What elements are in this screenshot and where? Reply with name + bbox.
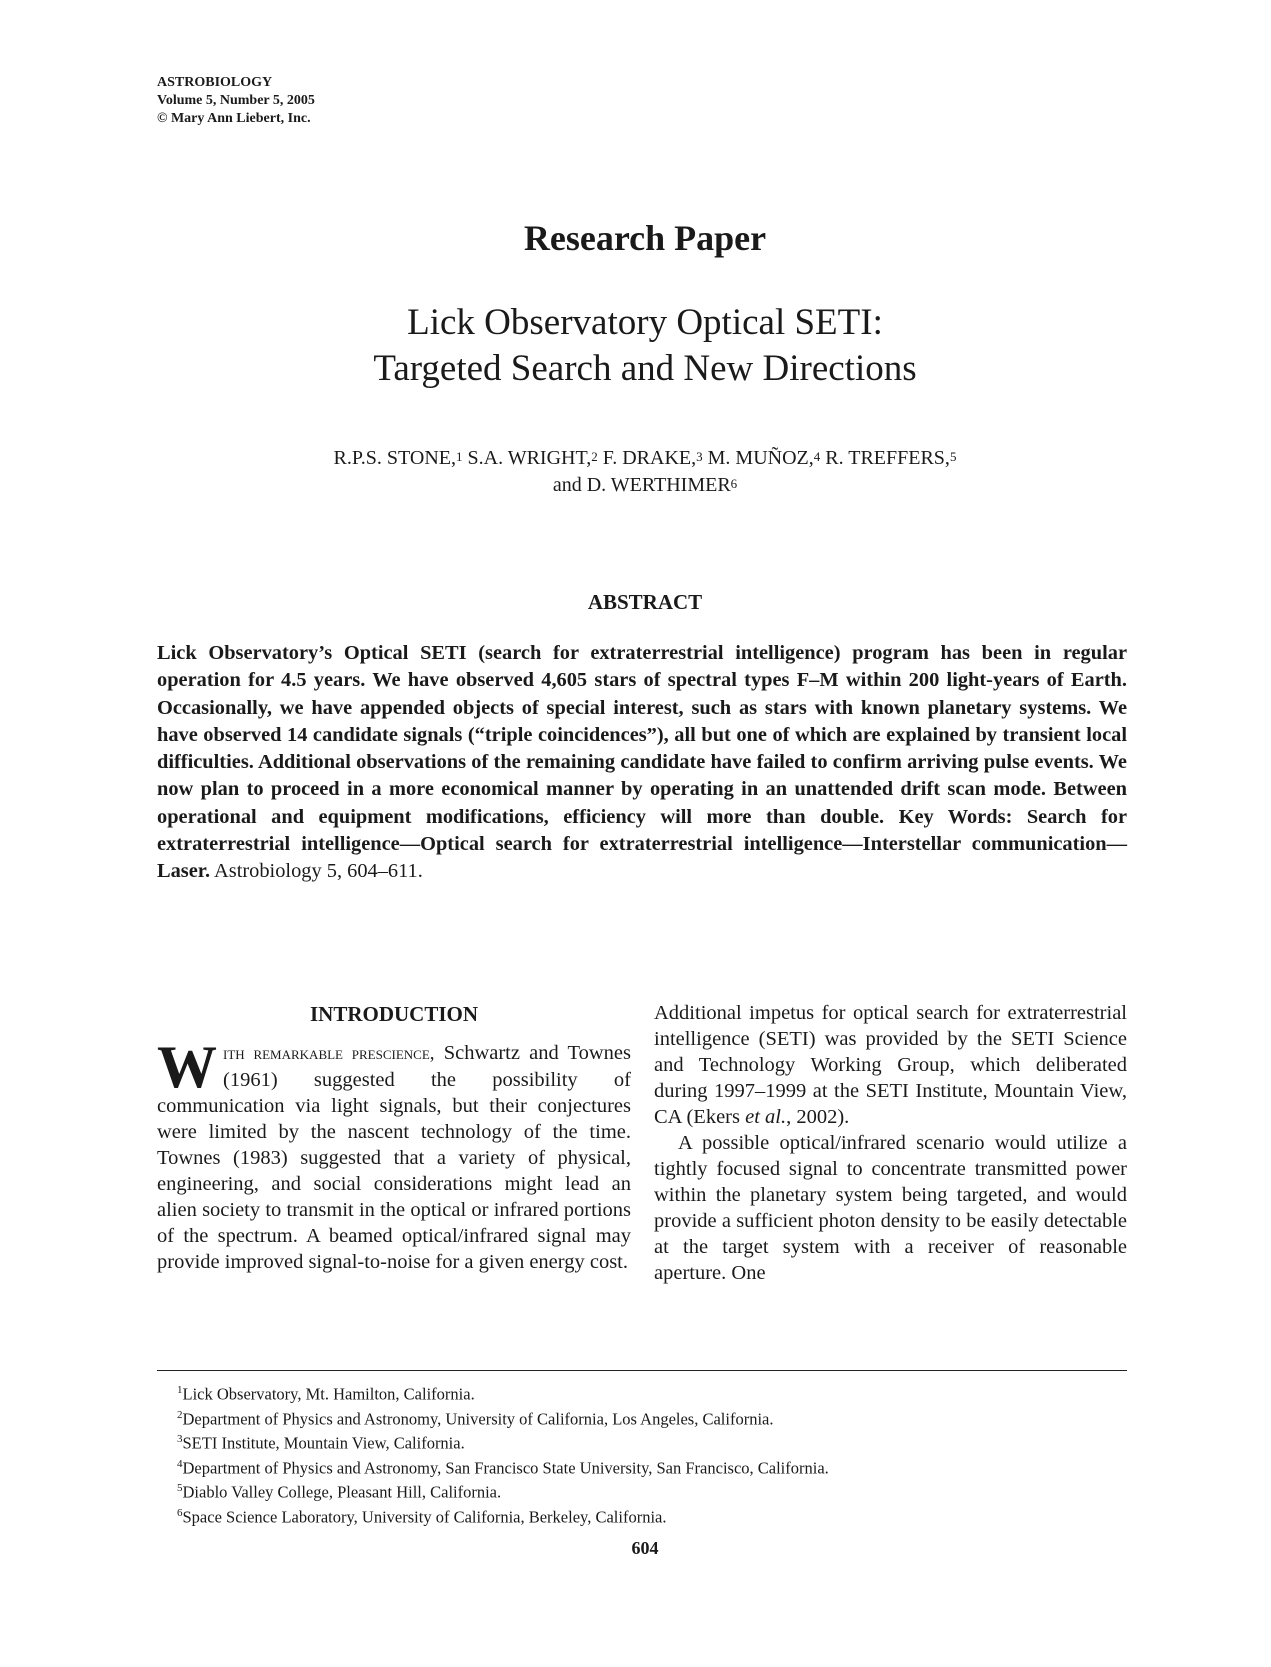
footnote-text: Diablo Valley College, Pleasant Hill, California. — [182, 1482, 502, 1502]
title-line-1: Lick Observatory Optical SETI: — [407, 302, 883, 343]
abstract-body — [157, 640, 1127, 886]
footnote-item — [177, 1478, 829, 1503]
intro-paragraph-2 — [654, 1000, 1127, 1130]
author-affiliation: 6 — [730, 476, 738, 491]
footnote-text: Department of Physics and Astronomy, San Francisco State University, San Francisco, California. — [182, 1458, 829, 1477]
journal-header — [157, 74, 315, 128]
section-type: Research Paper — [523, 218, 767, 258]
author-name: F. DRAKE, — [602, 447, 697, 469]
footnote-number: 1 — [177, 1384, 183, 1396]
abstract-citation: Astrobiology 5, 604–611. — [210, 860, 423, 883]
footnote-item — [177, 1429, 829, 1454]
intro-paragraph-3: A possible optical/infrared scenario would utilize a tightly focused signal to concentrate transmitted power within the planetary system being targeted, and would provide a sufficient photon density to be easily detectable at the target system with a receiver of reasonable aperture. One — [654, 1132, 1127, 1284]
footnote-item — [177, 1454, 829, 1479]
footnote-number: 6 — [177, 1506, 183, 1519]
author-name: R.P.S. STONE, — [333, 447, 456, 469]
intro-smallcaps: ith remarkable prescience, — [223, 1043, 435, 1064]
author-list — [0, 445, 1271, 499]
page-number: 604 — [631, 1538, 659, 1558]
introduction-heading: INTRODUCTION — [309, 1002, 479, 1026]
author-line-1 — [0, 445, 1271, 472]
left-column — [157, 1000, 631, 1275]
footnote-text: Lick Observatory, Mt. Hamilton, California. — [182, 1384, 475, 1404]
footnote-text: Department of Physics and Astronomy, University of California, Los Angeles, California. — [182, 1409, 774, 1428]
abstract-heading: ABSTRACT — [587, 590, 703, 614]
footnote-number: 4 — [177, 1457, 183, 1470]
footnote-number: 3 — [177, 1433, 183, 1445]
author-affiliation: 2 — [591, 449, 598, 464]
intro-paragraph-1 — [157, 1034, 631, 1275]
author-line-2 — [0, 472, 1271, 499]
author-name: and D. WERTHIMER — [552, 474, 731, 496]
journal-volume: Volume 5, Number 5, 2005 — [157, 93, 315, 108]
intro-paragraph-2-end: , 2002). — [786, 1106, 850, 1128]
footnote-text: Space Science Laboratory, University of California, Berkeley, California. — [182, 1507, 667, 1526]
intro-paragraph-2-text: Additional impetus for optical search for extraterrestrial intelligence (SETI) was provided by the SETI Science and Technology Working Group, which deliberated during 1997–1999 at the SETI Institute, Mountain View, CA (Ekers — [654, 1002, 1127, 1128]
author-affiliation: 4 — [813, 449, 821, 464]
abstract-text: Lick Observatory’s Optical SETI (search for extraterrestrial intelligence) program has been in regular operation for 4.5 years. We have observed 4,605 stars of spectral types F–M within 200 light-years of Earth. Occasionally, we have appended objects of special interest, such as stars with known planetary systems. We have observed 14 candidate signals (“triple coincidences”), all but one of which are explained by transient local difficulties. Additional observations of the remaining candidate have failed to confirm arriving pulse events. We now plan to proceed in a more economical manner by operating in an unattended drift scan mode. Between operational and equipment modifications, efficiency will more than double. Key Words: Search for extraterrestrial intelligence—Optical search for extraterrestrial intelligence—Interstellar communication—Laser. — [157, 642, 1127, 883]
footnote-divider — [157, 1370, 1127, 1371]
author-affiliation: 1 — [456, 449, 463, 464]
author-name: S.A. WRIGHT, — [467, 447, 592, 469]
footnote-item — [177, 1405, 829, 1430]
drop-cap: W — [157, 1034, 217, 1100]
journal-publisher: © Mary Ann Liebert, Inc. — [157, 111, 311, 126]
footnote-item — [177, 1380, 829, 1405]
journal-name: ASTROBIOLOGY — [157, 75, 273, 90]
paper-title — [0, 300, 1271, 392]
author-affiliation: 3 — [696, 449, 703, 464]
intro-paragraph-1-text: Schwartz and Townes (1961) suggested the possibility of communication via light signals, but their conjectures were limited by the nascent technology of the time. Townes (1983) suggested that a variety of physical, engineering, and social considerations might lead an alien society to transmit in the optical or infrared portions of the spectrum. A beamed optical/infrared signal may provide improved signal-to-noise for a given energy cost. — [157, 1042, 631, 1273]
title-line-2: Targeted Search and New Directions — [373, 348, 917, 389]
footnote-number: 5 — [177, 1482, 183, 1494]
footnote-number: 2 — [177, 1408, 183, 1421]
right-column — [654, 1000, 1127, 1286]
intro-paragraph-2-italic: et al. — [745, 1106, 787, 1128]
footnotes — [177, 1380, 829, 1527]
footnote-item — [177, 1503, 829, 1528]
author-name: M. MUÑOZ, — [707, 447, 814, 469]
author-name: R. TREFFERS, — [825, 447, 950, 469]
author-affiliation: 5 — [949, 449, 957, 464]
footnote-text: SETI Institute, Mountain View, California. — [182, 1433, 465, 1453]
